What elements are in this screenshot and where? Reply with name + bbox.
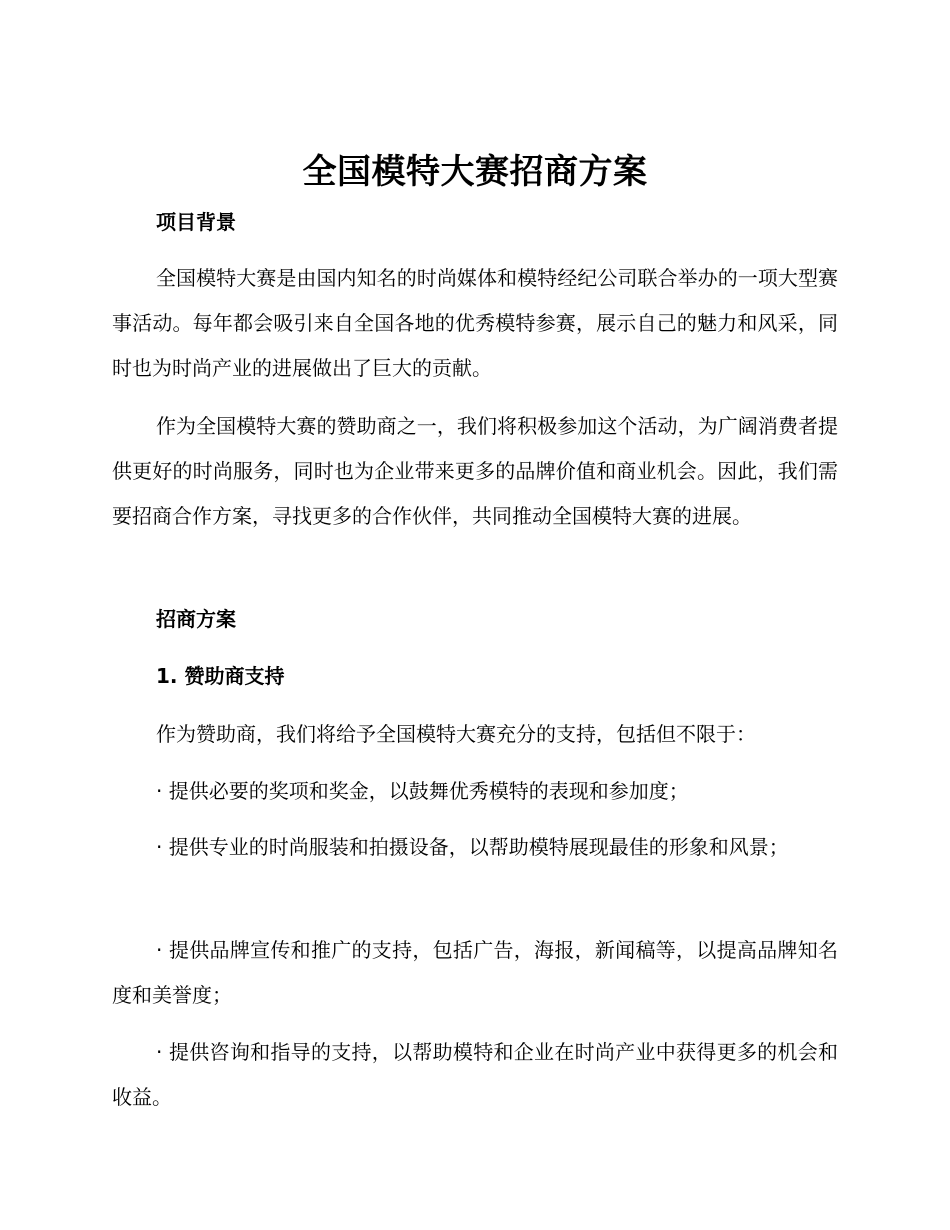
list-item-equipment: · 提供专业的时尚服装和拍摄设备，以帮助模特展现最佳的形象和风景； [156, 835, 789, 859]
section-heading-plan: 招商方案 [156, 607, 236, 631]
list-item-consulting: · 提供咨询和指导的支持，以帮助模特和企业在时尚产业中获得更多的机会和收益。 [112, 1040, 838, 1109]
paragraph-plan-intro: 作为赞助商，我们将给予全国模特大赛充分的支持，包括但不限于： [156, 722, 756, 746]
paragraph-background-2: 作为全国模特大赛的赞助商之一，我们将积极参加这个活动，为广阔消费者提供更好的时尚服务，同时也为企业带来更多的品牌价值和商业机会。因此，我们需要招商合作方案，寻找更多的合作伙伴，共同推动全国模特大赛的进展。 [112, 414, 838, 528]
subheading-sponsor-support: 1. 赞助商支持 [156, 664, 285, 688]
section-heading-background: 项目背景 [156, 210, 236, 234]
document-title: 全国模特大赛招商方案 [302, 152, 648, 192]
list-item-awards: · 提供必要的奖项和奖金，以鼓舞优秀模特的表现和参加度； [156, 779, 689, 803]
list-item-promotion: · 提供品牌宣传和推广的支持，包括广告，海报，新闻稿等，以提高品牌知名度和美誉度； [112, 938, 838, 1007]
paragraph-background-1: 全国模特大赛是由国内知名的时尚媒体和模特经纪公司联合举办的一项大型赛事活动。每年都会吸引来自全国各地的优秀模特参赛，展示自己的魅力和风采，同时也为时尚产业的进展做出了巨大的贡献。 [112, 266, 838, 380]
